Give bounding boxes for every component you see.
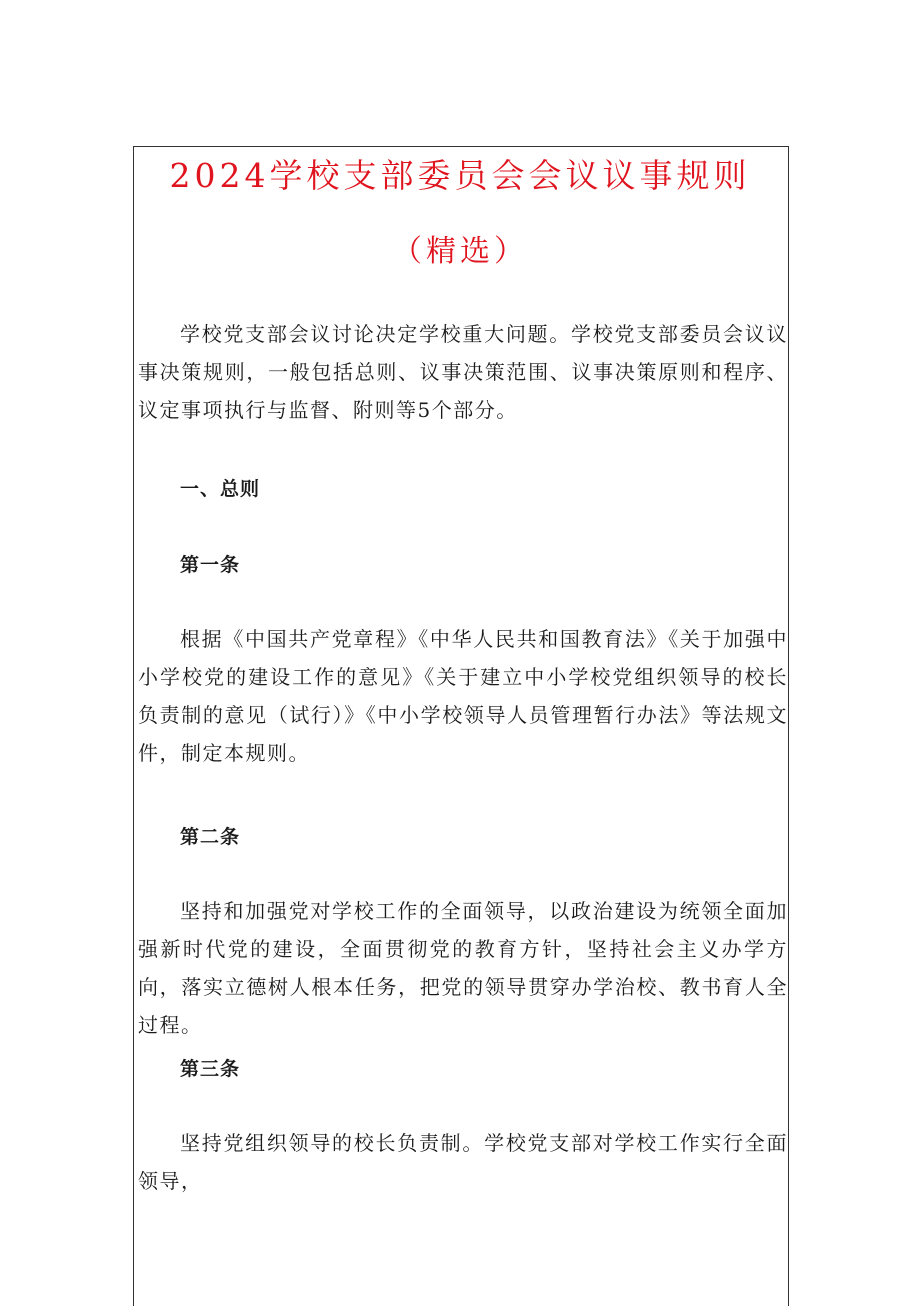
- section-heading-general: 一、总则: [180, 478, 261, 500]
- document-title: 2024学校支部委员会会议议事规则: [169, 156, 751, 195]
- article-3-text: 坚持党组织领导的校长负责制。学校党支部对学校工作实行全面领导，: [138, 1131, 788, 1193]
- intro-paragraph: 学校党支部会议讨论决定学校重大问题。学校党支部委员会议议事决策规则，一般包括总则、议事决策范围、议事决策原则和程序、议定事项执行与监督、附则等5个部分。: [138, 322, 788, 422]
- article-1-text: 根据《中国共产党章程》《中华人民共和国教育法》《关于加强中小学校党的建设工作的意见》《关于建立中小学校党组织领导的校长负责制的意见（试行）》《中小学校领导人员管理暂行办法》等法规文件，制定本规则。: [138, 627, 788, 765]
- article-1-heading: 第一条: [180, 554, 241, 576]
- article-3-heading: 第三条: [180, 1058, 241, 1080]
- document-subtitle: （精选）: [392, 234, 528, 269]
- article-2-text: 坚持和加强党对学校工作的全面领导，以政治建设为统领全面加强新时代党的建设，全面贯彻党的教育方针，坚持社会主义办学方向，落实立德树人根本任务，把党的领导贯穿办学治校、教书育人全过程。: [138, 899, 788, 1037]
- article-2-heading: 第二条: [180, 826, 241, 848]
